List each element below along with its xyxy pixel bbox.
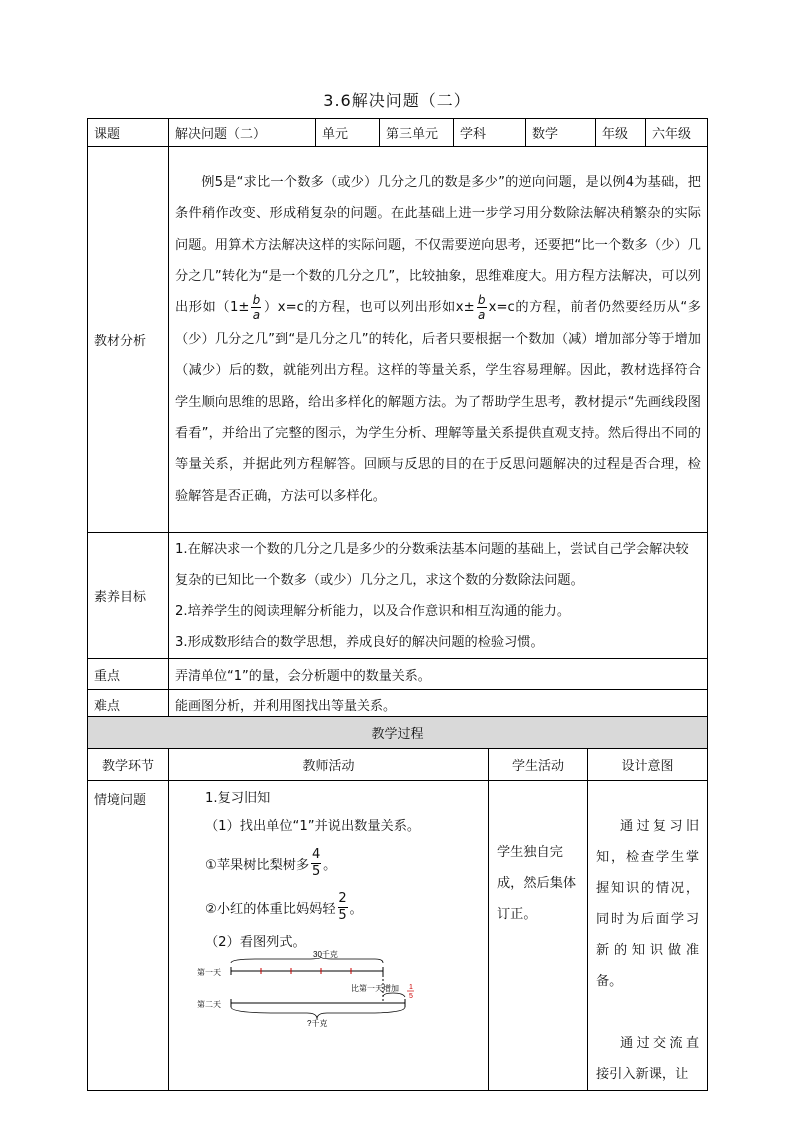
key-point-value: 弄清单位“1”的量，会分析题中的数量关系。 <box>169 659 708 690</box>
key-point-label: 重点 <box>88 659 169 690</box>
goal-3: 3.形成数形结合的数学思想，养成良好的解决问题的检验习惯。 <box>175 634 544 650</box>
example-2-text: ②小红的体重比妈妈轻 <box>205 901 336 917</box>
teacher-activity <box>169 781 489 1091</box>
goal-2: 2.培养学生的阅读理解分析能力，以及合作意识和相互沟通的能力。 <box>175 603 571 619</box>
fraction-b-over-a-2 <box>477 293 487 322</box>
analysis-text <box>169 147 708 533</box>
fraction-numerator: 2 <box>338 890 347 906</box>
analysis-label: 教材分析 <box>88 147 169 533</box>
analysis-part-2: ）x=c的方程，也可以列出形如x± <box>263 300 475 316</box>
analysis-part-1: 例5是“求比一个数多（或少）几分之几的数是多少”的逆向问题，是以例4为基础，把条件稍作改变、形成稍复杂的问题。在此基础上进一步学习用分数除法解决稍繁杂的实际问题。用算术方法解决这样的实际问题，不仅需要逆向思考，还要把“比一个数多（少）几分之几”转化为“是一个数的几分之几”，比较抽象，思维难度大。用方程方法解决，可以列出形如（1± <box>175 174 701 316</box>
fraction-denominator: 5 <box>312 863 321 879</box>
fraction-numerator: 4 <box>312 846 321 862</box>
increase-brace <box>383 993 405 997</box>
task-1: （1）找出单位“1”并说出数量关系。 <box>205 819 421 834</box>
grade-label: 年级 <box>596 119 646 147</box>
fig-top-label: 30千克 <box>313 950 338 959</box>
col-design: 设计意图 <box>588 749 708 781</box>
course-value: 解决问题（二） <box>169 119 316 147</box>
fraction-2-5 <box>338 891 348 924</box>
fraction-denominator: 5 <box>338 907 347 923</box>
task-2: （2）看图列式。 <box>205 935 306 950</box>
fraction-numerator: b <box>477 292 486 307</box>
example-1-text: ①苹果树比梨树多 <box>205 857 310 873</box>
col-stage: 教学环节 <box>88 749 169 781</box>
fig-frac-num: 1 <box>409 984 413 991</box>
design-intent-2: 通过交流直接引入新课，让 <box>596 1036 700 1082</box>
bottom-brace <box>231 1007 405 1019</box>
fraction-denominator: a <box>252 307 261 322</box>
stage-value: 情境问题 <box>88 781 169 1091</box>
example-1-end: 。 <box>323 857 337 873</box>
subject-label: 学科 <box>454 119 526 147</box>
goal-1: 1.在解决求一个数的几分之几是多少的分数乘法基本问题的基础上，尝试自己学会解决较复杂的已知比一个数多（或少）几分之几，求这个数的分数除法问题。 <box>175 541 689 588</box>
line-segment-diagram <box>197 950 457 1028</box>
teaching-process-table <box>87 716 708 1091</box>
process-header: 教学过程 <box>88 717 708 749</box>
review-title: 1.复习旧知 <box>205 791 271 806</box>
fraction-denominator: a <box>477 307 486 322</box>
fig-frac-den: 5 <box>409 993 413 1000</box>
example-2-end: 。 <box>349 901 363 917</box>
fig-bottom-label: ?千克 <box>307 1019 328 1028</box>
fraction-b-over-a <box>251 293 261 322</box>
design-intent-1: 通过复习旧知，检查学生掌握知识的情况，同时为后面学习新的知识做准备。 <box>596 819 700 989</box>
fraction-4-5 <box>311 847 321 880</box>
difficulty-label: 难点 <box>88 690 169 719</box>
example-1 <box>205 841 482 885</box>
col-student: 学生活动 <box>489 749 588 781</box>
subject-value: 数学 <box>526 119 596 147</box>
example-2 <box>205 885 482 929</box>
difficulty-value: 能画图分析，并利用图找出等量关系。 <box>169 690 708 719</box>
student-activity: 学生独自完成，然后集体订正。 <box>489 781 588 1091</box>
fraction-numerator: b <box>252 292 261 307</box>
design-intent <box>588 781 708 1091</box>
unit-value: 第三单元 <box>380 119 454 147</box>
course-label: 课题 <box>88 119 169 147</box>
fig-day1-label: 第一天 <box>197 968 221 977</box>
lesson-info-table <box>87 118 708 719</box>
unit-label: 单元 <box>316 119 380 147</box>
goals-label: 素养目标 <box>88 533 169 659</box>
fig-more-label: 比第一天增加 <box>351 984 399 993</box>
goals-text <box>169 533 708 659</box>
grade-value: 六年级 <box>646 119 708 147</box>
top-brace <box>231 957 383 963</box>
fig-day2-label: 第二天 <box>197 1000 221 1009</box>
col-teacher: 教师活动 <box>169 749 489 781</box>
page-title: 3.6解决问题（二） <box>323 91 471 110</box>
analysis-part-3: x=c的方程，前者仍然要经历从“多（少）几分之几”到“是几分之几”的转化，后者只要根据一个数加（减）增加部分等于增加（减少）后的数，就能列出方程。这样的等量关系，学生容易理解。因此，教材选择符合学生顺向思维的思路，给出多样化的解题方法。为了帮助学生思考，教材提示“先画线段图看看”，并给出了完整的图示，为学生分析、理解等量关系提供直观支持。然后得出不同的等量关系，并据此列方程解答。回顾与反思的目的在于反思问题解决的过程是否合理，检验解答是否正确，方法可以多样化。 <box>175 300 701 504</box>
